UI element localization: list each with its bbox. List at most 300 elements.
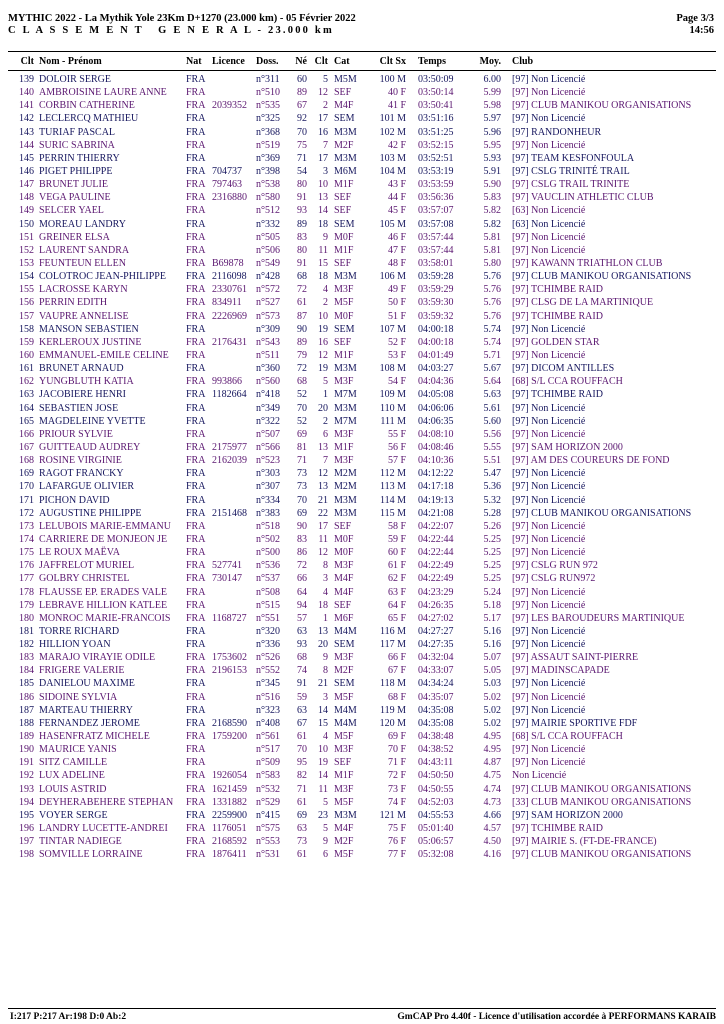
cell-licence: 2168590	[212, 717, 247, 729]
cell-club: [97] Non Licencié	[512, 349, 586, 361]
cell-licence: 2039352	[212, 100, 247, 112]
cell-category: M3F	[334, 376, 354, 388]
cell-dossard: n°537	[256, 573, 280, 585]
cell-dossard: n°507	[256, 428, 280, 440]
cell-nat: FRA	[186, 441, 206, 453]
table-row	[0, 704, 724, 717]
cell-club: [97] Non Licencié	[512, 547, 586, 558]
cell-time: 03:57:44	[418, 231, 454, 243]
cell-category: M4M	[334, 717, 357, 729]
cell-category: SEF	[334, 757, 352, 769]
cell-birth: 69	[297, 428, 307, 440]
table-row	[0, 323, 724, 336]
cell-cat-rank: 10	[318, 744, 328, 756]
cell-club: [97] VAUCLIN ATHLETIC CLUB	[512, 192, 654, 204]
cell-club: [97] Non Licencié	[512, 428, 586, 440]
cell-time: 04:05:08	[418, 389, 454, 401]
table-row	[0, 756, 724, 769]
cell-club: [68] S/L CCA ROUFFACH	[512, 731, 623, 742]
table-row	[0, 454, 724, 467]
table-row	[0, 572, 724, 585]
cell-nat: FRA	[186, 704, 206, 716]
cell-club: [97] Non Licencié	[512, 744, 586, 756]
cell-category: M3F	[334, 560, 354, 572]
cell-birth: 64	[297, 586, 307, 598]
cell-nat: FRA	[186, 284, 206, 296]
cell-sex-rank: 108 M	[379, 363, 406, 375]
cell-category: M3M	[334, 271, 357, 283]
cell-club: [97] TCHIMBE RAID	[512, 284, 603, 296]
cell-club: [97] Non Licencié	[512, 599, 586, 611]
cell-sex-rank: 40 F	[387, 87, 406, 99]
cell-name: TORRE RICHARD	[39, 625, 120, 637]
cell-dossard: n°418	[256, 389, 280, 401]
cell-nat: FRA	[186, 691, 206, 703]
cell-sex-rank: 113 M	[379, 481, 406, 493]
cell-nat: FRA	[186, 166, 206, 177]
cell-nat: FRA	[186, 74, 206, 85]
print-time: 14:56	[689, 25, 714, 36]
cell-cat-rank: 9	[323, 652, 328, 664]
cell-name: MARAJO VIRAYIE ODILE	[39, 652, 156, 664]
cell-name: RAGOT FRANCKY	[39, 468, 124, 480]
cell-dossard: n°560	[256, 376, 280, 388]
cell-dossard: n°526	[256, 652, 280, 664]
cell-sex-rank: 71 F	[387, 757, 406, 769]
cell-nat: FRA	[186, 100, 206, 112]
header-titles	[8, 13, 356, 37]
cell-sex-rank: 63 F	[387, 586, 406, 598]
cell-category: M4F	[334, 586, 354, 598]
cell-club: [97] Non Licencié	[512, 639, 586, 650]
cell-sex-rank: 72 F	[387, 770, 406, 782]
cell-time: 03:59:30	[418, 297, 454, 309]
cell-nat: FRA	[186, 244, 206, 256]
cell-club: [97] Non Licencié	[512, 494, 586, 506]
cell-cat-rank: 6	[323, 428, 328, 440]
cell-cat-rank: 20	[318, 402, 328, 414]
cell-name: MOREAU LANDRY	[39, 218, 126, 230]
table-row	[0, 677, 724, 690]
cell-speed: 5.05	[483, 665, 501, 677]
col-header-time: Temps	[418, 56, 446, 67]
col-header-club: Club	[512, 56, 534, 67]
cell-club: [97] Non Licencié	[512, 244, 586, 256]
cell-licence: 1926054	[212, 770, 247, 782]
cell-speed: 4.16	[483, 849, 501, 861]
cell-dossard: n°551	[256, 612, 280, 624]
cell-nat: FRA	[186, 376, 206, 388]
cell-dossard: n°369	[256, 152, 280, 164]
cell-club: [97] Non Licencié	[512, 402, 586, 414]
cell-name: DANIELOU MAXIME	[39, 678, 135, 690]
cell-licence: 704737	[212, 166, 242, 177]
cell-birth: 89	[297, 218, 307, 230]
cell-rank: 179	[19, 599, 34, 611]
cell-nat: FRA	[186, 389, 206, 401]
cell-club: [97] KAWANN TRIATHLON CLUB	[512, 258, 663, 269]
cell-time: 04:35:08	[418, 704, 454, 716]
cell-dossard: n°334	[256, 494, 280, 506]
cell-rank: 163	[19, 389, 34, 401]
cell-time: 03:50:09	[418, 74, 454, 85]
cell-club: [97] DICOM ANTILLES	[512, 363, 615, 375]
cell-name: LANDRY LUCETTE-ANDREI	[39, 823, 168, 834]
cell-club: [97] Non Licencié	[512, 678, 586, 690]
cell-category: M3F	[334, 652, 354, 664]
col-header-name: Nom - Prénom	[39, 56, 102, 67]
cell-birth: 68	[297, 376, 307, 388]
table-row	[0, 730, 724, 743]
cell-club: Non Licencié	[512, 770, 567, 782]
cell-dossard: n°561	[256, 731, 280, 742]
col-header-nat: Nat	[186, 56, 202, 67]
cell-nat: FRA	[186, 507, 206, 519]
cell-time: 04:21:08	[418, 507, 454, 519]
cell-nat: FRA	[186, 599, 206, 611]
cell-birth: 74	[297, 665, 307, 677]
cell-club: [97] Non Licencié	[512, 87, 586, 99]
header-rule-bottom	[8, 70, 716, 71]
cell-club: [97] Non Licencié	[512, 139, 586, 151]
cell-sex-rank: 100 M	[379, 74, 406, 85]
cell-rank: 168	[19, 455, 34, 467]
cell-nat: FRA	[186, 349, 206, 361]
cell-birth: 73	[297, 836, 307, 848]
cell-birth: 93	[297, 639, 307, 650]
cell-birth: 79	[297, 349, 307, 361]
cell-nat: FRA	[186, 468, 206, 480]
cell-rank: 144	[19, 139, 34, 151]
cell-dossard: n°532	[256, 783, 280, 795]
cell-club: [97] CLUB MANIKOU ORGANISATIONS	[512, 100, 692, 112]
cell-cat-rank: 12	[318, 468, 328, 480]
cell-rank: 177	[19, 573, 34, 585]
cell-dossard: n°502	[256, 533, 280, 545]
cell-rank: 189	[19, 731, 34, 742]
table-row	[0, 204, 724, 217]
cell-category: SEM	[334, 113, 355, 125]
cell-rank: 186	[19, 691, 34, 703]
cell-sex-rank: 75 F	[387, 823, 406, 834]
cell-name: PICHON DAVID	[39, 494, 110, 506]
cell-name: MARTEAU THIERRY	[39, 704, 133, 716]
cell-dossard: n°408	[256, 717, 280, 729]
cell-cat-rank: 13	[318, 481, 328, 493]
table-row	[0, 783, 724, 796]
cell-club: [97] Non Licencié	[512, 757, 586, 769]
table-row	[0, 835, 724, 848]
cell-licence: 1621459	[212, 783, 247, 795]
cell-speed: 4.95	[483, 731, 501, 742]
cell-birth: 70	[297, 126, 307, 138]
col-header-cat-rank: Clt	[314, 56, 328, 67]
cell-nat: FRA	[186, 744, 206, 756]
cell-rank: 190	[19, 744, 34, 756]
cell-category: M7M	[334, 389, 357, 401]
cell-name: PERRIN EDITH	[39, 297, 108, 309]
cell-sex-rank: 41 F	[387, 100, 406, 112]
cell-licence: 1168727	[212, 612, 247, 624]
cell-club: [97] CLUB MANIKOU ORGANISATIONS	[512, 783, 692, 795]
cell-nat: FRA	[186, 271, 206, 283]
table-row	[0, 126, 724, 139]
cell-birth: 90	[297, 323, 307, 335]
cell-speed: 5.16	[483, 639, 501, 650]
cell-time: 03:56:36	[418, 192, 454, 204]
cell-club: [97] ASSAUT SAINT-PIERRE	[512, 652, 639, 664]
cell-time: 03:52:15	[418, 139, 454, 151]
cell-cat-rank: 7	[323, 455, 328, 467]
cell-cat-rank: 5	[323, 74, 328, 85]
cell-rank: 178	[19, 586, 34, 598]
cell-dossard: n°518	[256, 520, 280, 532]
cell-category: M3M	[334, 494, 357, 506]
cell-category: M0F	[334, 547, 354, 558]
table-row	[0, 664, 724, 677]
cell-nat: FRA	[186, 494, 206, 506]
cell-category: M3M	[334, 402, 357, 414]
cell-speed: 5.24	[483, 586, 501, 598]
cell-cat-rank: 5	[323, 796, 328, 808]
cell-club: [97] Non Licencié	[512, 520, 586, 532]
cell-speed: 5.90	[483, 179, 501, 191]
table-row	[0, 415, 724, 428]
cell-speed: 5.25	[483, 533, 501, 545]
cell-cat-rank: 1	[323, 612, 328, 624]
cell-dossard: n°575	[256, 823, 280, 834]
cell-cat-rank: 22	[318, 507, 328, 519]
cell-dossard: n°515	[256, 599, 280, 611]
cell-sex-rank: 51 F	[387, 310, 406, 322]
table-row	[0, 402, 724, 415]
cell-nat: FRA	[186, 218, 206, 230]
cell-cat-rank: 4	[323, 731, 328, 742]
footer-stats: I:217 P:217 Ar:198 D:0 Ab:2	[10, 1012, 127, 1022]
cell-club: [97] MAIRIE SPORTIVE FDF	[512, 717, 638, 729]
cell-club: [97] CSLG TRAIL TRINITE	[512, 179, 630, 191]
cell-time: 04:35:07	[418, 691, 454, 703]
cell-nat: FRA	[186, 402, 206, 414]
cell-time: 05:06:57	[418, 836, 454, 848]
cell-dossard: n°332	[256, 218, 280, 230]
cell-birth: 70	[297, 494, 307, 506]
cell-category: M4F	[334, 573, 354, 585]
cell-dossard: n°320	[256, 625, 280, 637]
cell-sex-rank: 43 F	[387, 179, 406, 191]
cell-dossard: n°323	[256, 704, 280, 716]
cell-time: 03:57:08	[418, 218, 454, 230]
cell-category: M1F	[334, 179, 354, 191]
cell-sex-rank: 114 M	[379, 494, 406, 506]
cell-sex-rank: 65 F	[387, 612, 406, 624]
cell-rank: 191	[19, 757, 34, 769]
cell-name: COLOTROC JEAN-PHILIPPE	[39, 271, 166, 283]
cell-licence: 2226969	[212, 310, 247, 322]
cell-nat: FRA	[186, 573, 206, 585]
cell-speed: 5.82	[483, 218, 501, 230]
table-header	[0, 56, 724, 69]
cell-time: 04:06:06	[418, 402, 454, 414]
cell-club: [97] Non Licencié	[512, 231, 586, 243]
cell-sex-rank: 120 M	[379, 717, 406, 729]
cell-nat: FRA	[186, 297, 206, 309]
table-row	[0, 257, 724, 270]
table-row	[0, 520, 724, 533]
cell-category: SEM	[334, 218, 355, 230]
cell-dossard: n°398	[256, 166, 280, 177]
cell-sex-rank: 107 M	[379, 323, 406, 335]
cell-sex-rank: 119 M	[379, 704, 406, 716]
cell-club: [97] Non Licencié	[512, 74, 586, 85]
cell-club: [97] CLSG DE LA MARTINIQUE	[512, 297, 654, 309]
cell-sex-rank: 69 F	[387, 731, 406, 742]
cell-speed: 5.03	[483, 678, 501, 690]
cell-sex-rank: 68 F	[387, 691, 406, 703]
cell-rank: 150	[19, 218, 34, 230]
table-row	[0, 218, 724, 231]
cell-sex-rank: 109 M	[379, 389, 406, 401]
cell-rank: 154	[19, 271, 34, 283]
cell-name: LACROSSE KARYN	[39, 284, 128, 296]
cell-name: FRIGERE VALERIE	[39, 665, 125, 677]
cell-nat: FRA	[186, 757, 206, 769]
header-rule-top	[8, 51, 716, 52]
cell-speed: 5.64	[483, 376, 501, 388]
table-row	[0, 441, 724, 454]
cell-licence: B69878	[212, 258, 244, 269]
cell-speed: 5.55	[483, 441, 501, 453]
cell-nat: FRA	[186, 205, 206, 217]
cell-name: BRUNET ARNAUD	[39, 363, 124, 375]
cell-birth: 61	[297, 849, 307, 861]
cell-name: LECLERCQ MATHIEU	[39, 113, 139, 125]
cell-birth: 82	[297, 770, 307, 782]
cell-speed: 4.50	[483, 836, 501, 848]
cell-cat-rank: 17	[318, 113, 328, 125]
cell-licence: 2116098	[212, 271, 247, 283]
cell-licence: 1331882	[212, 796, 247, 808]
cell-time: 05:32:08	[418, 849, 454, 861]
cell-nat: FRA	[186, 336, 206, 348]
cell-nat: FRA	[186, 533, 206, 545]
cell-rank: 148	[19, 192, 34, 204]
cell-licence: 993866	[212, 376, 242, 388]
cell-licence: 730147	[212, 573, 242, 585]
cell-licence: 2176431	[212, 336, 247, 348]
cell-time: 03:53:19	[418, 166, 454, 177]
cell-category: SEF	[334, 192, 352, 204]
cell-sex-rank: 115 M	[379, 507, 406, 519]
cell-cat-rank: 11	[318, 244, 328, 256]
cell-birth: 71	[297, 152, 307, 164]
cell-time: 04:35:08	[418, 717, 454, 729]
cell-nat: FRA	[186, 836, 206, 848]
cell-dossard: n°345	[256, 678, 280, 690]
cell-sex-rank: 56 F	[387, 441, 406, 453]
cell-licence: 2168592	[212, 836, 247, 848]
cell-name: HILLION YOAN	[39, 639, 111, 650]
footer-software: GmCAP Pro 4.40f - Licence d'utilisation accordée à PERFORMANS KARAIB	[397, 1012, 716, 1022]
cell-name: CARRIERE DE MONJEON JE	[39, 533, 168, 545]
cell-rank: 193	[19, 783, 34, 795]
table-row	[0, 310, 724, 323]
cell-name: JACOBIERE HENRI	[39, 389, 126, 401]
cell-dossard: n°536	[256, 560, 280, 572]
cell-cat-rank: 12	[318, 547, 328, 558]
table-row	[0, 388, 724, 401]
cell-licence: 2330761	[212, 284, 247, 296]
cell-nat: FRA	[186, 520, 206, 532]
cell-club: [97] Non Licencié	[512, 625, 586, 637]
cell-time: 04:34:24	[418, 678, 454, 690]
cell-speed: 5.36	[483, 481, 501, 493]
cell-club: [97] TEAM KESFONFOULA	[512, 152, 635, 164]
cell-rank: 151	[19, 231, 34, 243]
cell-nat: FRA	[186, 113, 206, 125]
cell-speed: 5.95	[483, 139, 501, 151]
cell-time: 03:51:25	[418, 126, 454, 138]
cell-licence: 2259900	[212, 809, 247, 821]
cell-rank: 146	[19, 166, 34, 177]
table-row	[0, 743, 724, 756]
cell-speed: 5.18	[483, 599, 501, 611]
cell-speed: 5.74	[483, 336, 501, 348]
cell-nat: FRA	[186, 87, 206, 99]
cell-cat-rank: 4	[323, 586, 328, 598]
cell-time: 04:27:02	[418, 612, 454, 624]
cell-time: 03:58:01	[418, 258, 454, 269]
cell-rank: 195	[19, 809, 34, 821]
cell-dossard: n°336	[256, 639, 280, 650]
cell-time: 03:50:14	[418, 87, 454, 99]
cell-nat: FRA	[186, 586, 206, 598]
cell-speed: 5.93	[483, 152, 501, 164]
cell-rank: 187	[19, 704, 34, 716]
cell-time: 03:59:29	[418, 284, 454, 296]
cell-club: [97] CSLG TRINITÉ TRAIL	[512, 166, 630, 177]
cell-cat-rank: 2	[323, 297, 328, 309]
cell-name: VOYER SERGE	[39, 809, 108, 821]
cell-club: [63] Non Licencié	[512, 218, 586, 230]
cell-licence: 2151468	[212, 507, 247, 519]
cell-name: LAFARGUE OLIVIER	[39, 481, 135, 493]
cell-rank: 141	[19, 100, 34, 112]
cell-name: JAFFRELOT MURIEL	[39, 560, 135, 572]
cell-club: [97] CLUB MANIKOU ORGANISATIONS	[512, 507, 692, 519]
cell-rank: 173	[19, 520, 34, 532]
cell-category: SEM	[334, 323, 355, 335]
cell-licence: 797463	[212, 179, 242, 191]
table-row	[0, 559, 724, 572]
cell-birth: 91	[297, 678, 307, 690]
cell-sex-rank: 59 F	[387, 533, 406, 545]
cell-cat-rank: 7	[323, 139, 328, 151]
cell-birth: 72	[297, 560, 307, 572]
cell-club: [97] SAM HORIZON 2000	[512, 441, 623, 453]
cell-nat: FRA	[186, 770, 206, 782]
cell-dossard: n°512	[256, 205, 280, 217]
cell-nat: FRA	[186, 783, 206, 795]
cell-birth: 83	[297, 533, 307, 545]
cell-nat: FRA	[186, 639, 206, 650]
cell-time: 04:27:27	[418, 625, 454, 637]
cell-sex-rank: 77 F	[387, 849, 406, 861]
cell-category: SEF	[334, 520, 352, 532]
cell-sex-rank: 117 M	[379, 639, 406, 650]
cell-cat-rank: 18	[318, 218, 328, 230]
race-title: MYTHIC 2022 - La Mythik Yole 23Km D+1270 (23.000 km) - 05 Février 2022	[8, 13, 356, 24]
